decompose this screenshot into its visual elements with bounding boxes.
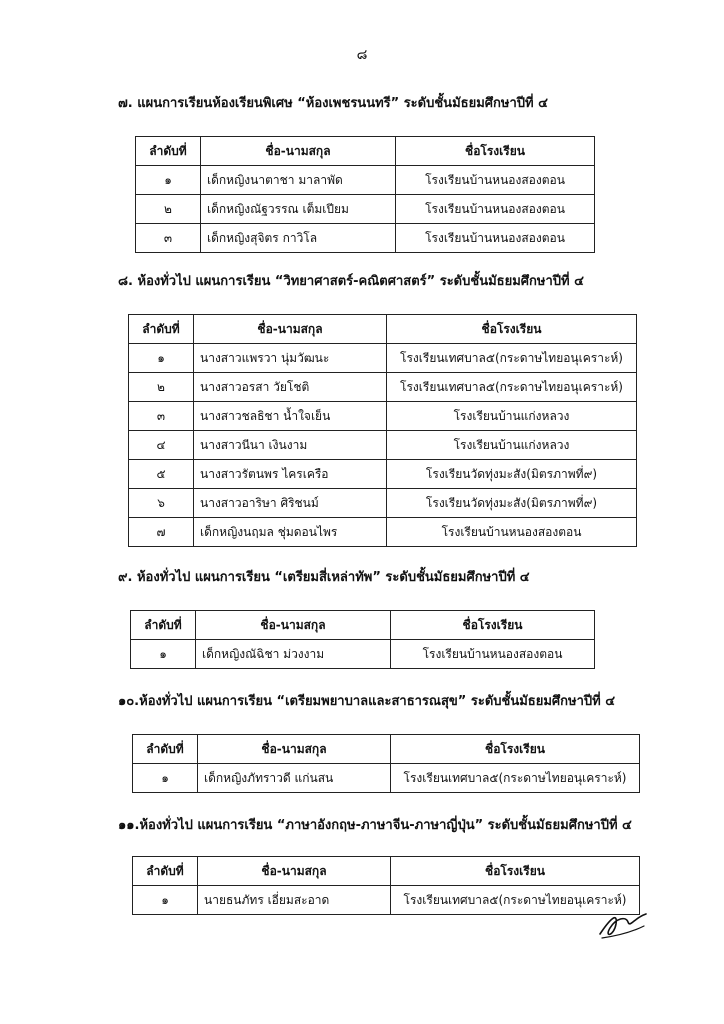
cell-school: โรงเรียนบ้านหนองสองตอน [387, 518, 637, 547]
column-header-school: ชื่อโรงเรียน [396, 137, 595, 166]
section-title: ๑๑.ห้องทั่วไป แผนการเรียน “ภาษาอังกฤษ-ภาษาจีน-ภาษาญี่ปุ่น” ระดับชั้นมัธยมศึกษาปีที่ ๔ [118, 818, 632, 833]
cell-name: นางสาวอรสา วัยโชติ [194, 373, 387, 402]
cell-name: นายธนภัทร เอี่ยมสะอาด [198, 886, 391, 915]
cell-name: เด็กหญิงณัฉิชา ม่วงงาม [196, 640, 391, 669]
cell-name: เด็กหญิงณัฐวรรณ เต็มเปียม [201, 195, 396, 224]
cell-school: โรงเรียนบ้านแก่งหลวง [387, 402, 637, 431]
cell-name: เด็กหญิงภัทราวดี แก่นสน [198, 764, 391, 793]
student-table [128, 314, 637, 547]
cell-name: นางสาวแพรวา นุ่มวัฒนะ [194, 344, 387, 373]
cell-order: ๑ [131, 640, 196, 669]
page-number: ๘ [356, 47, 368, 63]
cell-order: ๖ [129, 489, 194, 518]
table-header-row [136, 137, 595, 166]
cell-order: ๓ [136, 224, 201, 253]
cell-order: ๕ [129, 460, 194, 489]
cell-school: โรงเรียนวัดทุ่งมะสัง(มิตรภาพที่๙) [387, 489, 637, 518]
column-header-school: ชื่อโรงเรียน [387, 315, 637, 344]
cell-name: เด็กหญิงนฤมล ชุ่มดอนไพร [194, 518, 387, 547]
cell-school: โรงเรียนบ้านหนองสองตอน [391, 640, 595, 669]
column-header-order: ลำดับที่ [129, 315, 194, 344]
table-row [129, 431, 637, 460]
table-row [129, 373, 637, 402]
cell-school: โรงเรียนเทศบาล๕(กระดาษไทยอนุเคราะห์) [391, 764, 640, 793]
cell-order: ๒ [136, 195, 201, 224]
section-title: ๗. แผนการเรียนห้องเรียนพิเศษ “ห้องเพชรนนทรี” ระดับชั้นมัธยมศึกษาปีที่ ๔ [118, 96, 548, 111]
cell-order: ๔ [129, 431, 194, 460]
cell-school: โรงเรียนบ้านหนองสองตอน [396, 195, 595, 224]
section-title: ๘. ห้องทั่วไป แผนการเรียน “วิทยาศาสตร์-คณิตศาสตร์” ระดับชั้นมัธยมศึกษาปีที่ ๔ [118, 274, 584, 289]
column-header-order: ลำดับที่ [136, 137, 201, 166]
table-header-row [131, 611, 595, 640]
table-row [129, 460, 637, 489]
cell-school: โรงเรียนบ้านหนองสองตอน [396, 224, 595, 253]
cell-school: โรงเรียนบ้านแก่งหลวง [387, 431, 637, 460]
cell-name: นางสาวรัตนพร ไครเครือ [194, 460, 387, 489]
column-header-name: ชื่อ-นามสกุล [196, 611, 391, 640]
cell-order: ๑ [133, 886, 198, 915]
cell-name: เด็กหญิงนาตาชา มาลาพัด [201, 166, 396, 195]
cell-order: ๒ [129, 373, 194, 402]
table-header-row [133, 857, 640, 886]
cell-school: โรงเรียนเทศบาล๕(กระดาษไทยอนุเคราะห์) [387, 344, 637, 373]
table-row [133, 764, 640, 793]
cell-name: นางสาวอาริษา ศิริชนม์ [194, 489, 387, 518]
column-header-name: ชื่อ-นามสกุล [194, 315, 387, 344]
cell-order: ๓ [129, 402, 194, 431]
table-header-row [133, 735, 640, 764]
student-table [130, 610, 595, 669]
table-row [136, 224, 595, 253]
cell-order: ๑ [136, 166, 201, 195]
column-header-order: ลำดับที่ [133, 857, 198, 886]
cell-school: โรงเรียนเทศบาล๕(กระดาษไทยอนุเคราะห์) [391, 886, 640, 915]
table-row [136, 195, 595, 224]
table-row [129, 489, 637, 518]
cell-school: โรงเรียนบ้านหนองสองตอน [396, 166, 595, 195]
column-header-name: ชื่อ-นามสกุล [198, 735, 391, 764]
column-header-order: ลำดับที่ [131, 611, 196, 640]
table-row [133, 886, 640, 915]
cell-school: โรงเรียนวัดทุ่งมะสัง(มิตรภาพที่๙) [387, 460, 637, 489]
column-header-name: ชื่อ-นามสกุล [198, 857, 391, 886]
student-table [132, 734, 640, 793]
cell-order: ๗ [129, 518, 194, 547]
column-header-school: ชื่อโรงเรียน [391, 857, 640, 886]
column-header-school: ชื่อโรงเรียน [391, 735, 640, 764]
column-header-name: ชื่อ-นามสกุล [201, 137, 396, 166]
signature-mark [596, 904, 650, 942]
table-row [129, 402, 637, 431]
table-row [129, 344, 637, 373]
table-row [136, 166, 595, 195]
section-title: ๑๐.ห้องทั่วไป แผนการเรียน “เตรียมพยาบาลและสาธารณสุข” ระดับชั้นมัธยมศึกษาปีที่ ๔ [118, 694, 616, 709]
student-table [135, 136, 595, 253]
cell-school: โรงเรียนเทศบาล๕(กระดาษไทยอนุเคราะห์) [387, 373, 637, 402]
cell-order: ๑ [133, 764, 198, 793]
column-header-school: ชื่อโรงเรียน [391, 611, 595, 640]
column-header-order: ลำดับที่ [133, 735, 198, 764]
section-title: ๙. ห้องทั่วไป แผนการเรียน “เตรียมสี่เหล่าทัพ” ระดับชั้นมัธยมศึกษาปีที่ ๔ [118, 570, 530, 585]
table-row [131, 640, 595, 669]
cell-name: นางสาวนีนา เงินงาม [194, 431, 387, 460]
table-header-row [129, 315, 637, 344]
cell-name: นางสาวชลธิชา น้ำใจเย็น [194, 402, 387, 431]
table-row [129, 518, 637, 547]
student-table [132, 856, 640, 915]
cell-order: ๑ [129, 344, 194, 373]
cell-name: เด็กหญิงสุจิตร กาวิโล [201, 224, 396, 253]
